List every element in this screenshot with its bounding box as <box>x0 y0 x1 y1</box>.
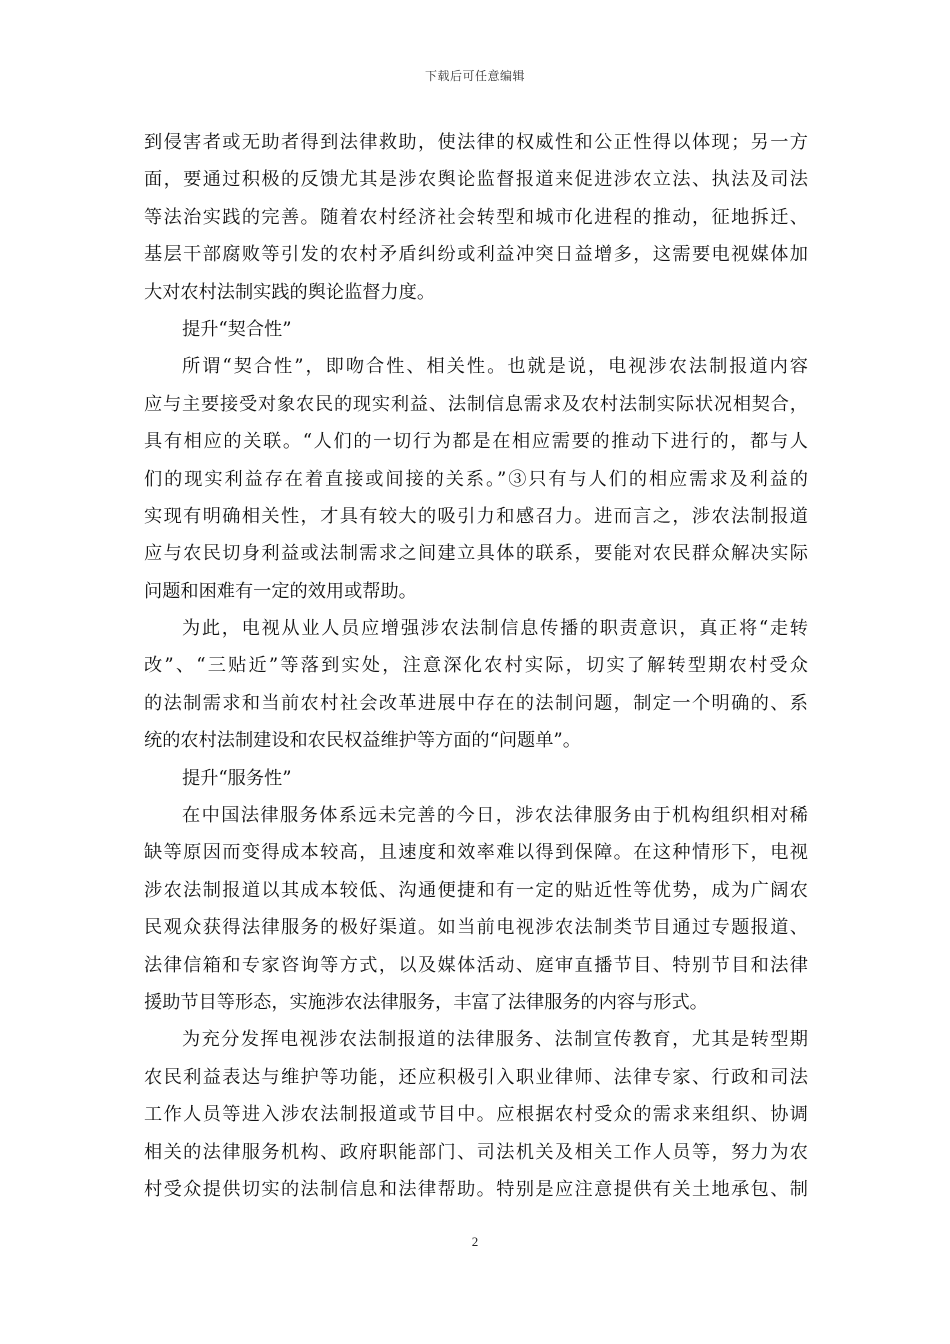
text-line: 应与农民切身利益或法制需求之间建立具体的联系，要能对农民群众解决实际 <box>144 543 808 565</box>
text-line: 工作人员等进入涉农法制报道或节目中。应根据农村受众的需求来组织、协调 <box>144 1104 808 1126</box>
text-line: 到侵害者或无助者得到法律救助，使法律的权威性和公正性得以体现；另一方 <box>144 132 808 153</box>
page-number: 2 <box>471 1234 479 1249</box>
text-line: 面，要通过积极的反馈尤其是涉农舆论监督报道来促进涉农立法、执法及司法 <box>144 169 808 191</box>
text-line: 等法治实践的完善。随着农村经济社会转型和城市化进程的推动，征地拆迁、 <box>144 206 808 228</box>
text-line: 的法制需求和当前农村社会改革进展中存在的法制问题，制定一个明确的、系 <box>144 692 808 714</box>
text-line: 改”、“三贴近”等落到实处，注意深化农村实际，切实了解转型期农村受众 <box>144 655 808 677</box>
section-heading: 提升“服务性” <box>182 767 292 789</box>
text-line: 为此，电视从业人员应增强涉农法制信息传播的职责意识，真正将“走转 <box>182 618 808 640</box>
text-line: 相关的法律服务机构、政府职能部门、司法机关及相关工作人员等，努力为农 <box>144 1141 808 1163</box>
text-line: 村受众提供切实的法制信息和法律帮助。特别是应注意提供有关土地承包、制 <box>144 1178 808 1200</box>
text-line: 缺等原因而变得成本较高，且速度和效率难以得到保障。在这种情形下，电视 <box>144 842 808 864</box>
text-line: 应与主要接受对象农民的现实利益、法制信息需求及农村法制实际状况相契合， <box>144 393 808 415</box>
text-line: 在中国法律服务体系远未完善的今日，涉农法律服务由于机构组织相对稀 <box>182 805 808 827</box>
text-line: 援助节目等形态，实施涉农法律服务，丰富了法律服务的内容与形式。 <box>144 991 708 1013</box>
text-line: 们的现实利益存在着直接或间接的关系。”③只有与人们的相应需求及利益的 <box>144 468 808 490</box>
text-line: 统的农村法制建设和农民权益维护等方面的“问题单”。 <box>144 730 581 752</box>
text-line: 具有相应的关联。“人们的一切行为都是在相应需要的推动下进行的，都与人 <box>144 431 808 453</box>
text-line: 所谓“契合性”，即吻合性、相关性。也就是说，电视涉农法制报道内容 <box>182 356 808 378</box>
page-header: 下载后可任意编辑 <box>424 69 525 83</box>
text-line: 为充分发挥电视涉农法制报道的法律服务、法制宣传教育，尤其是转型期 <box>182 1029 808 1051</box>
text-line: 涉农法制报道以其成本较低、沟通便捷和有一定的贴近性等优势，成为广阔农 <box>144 879 808 901</box>
text-line: 实现有明确相关性，才具有较大的吸引力和感召力。进而言之，涉农法制报道 <box>144 505 808 527</box>
text-line: 问题和困难有一定的效用或帮助。 <box>144 580 417 602</box>
text-line: 农民利益表达与维护等功能，还应积极引入职业律师、法律专家、行政和司法 <box>144 1066 808 1088</box>
document-body <box>144 124 808 1208</box>
text-line: 民观众获得法律服务的极好渠道。如当前电视涉农法制类节目通过专题报道、 <box>144 917 808 939</box>
text-line: 大对农村法制实践的舆论监督力度。 <box>144 281 436 303</box>
text-line: 法律信箱和专家咨询等方式，以及媒体活动、庭审直播节目、特别节目和法律 <box>144 954 808 976</box>
section-heading: 提升“契合性” <box>182 318 292 340</box>
text-line: 基层干部腐败等引发的农村矛盾纠纷或利益冲突日益增多，这需要电视媒体加 <box>144 244 808 266</box>
